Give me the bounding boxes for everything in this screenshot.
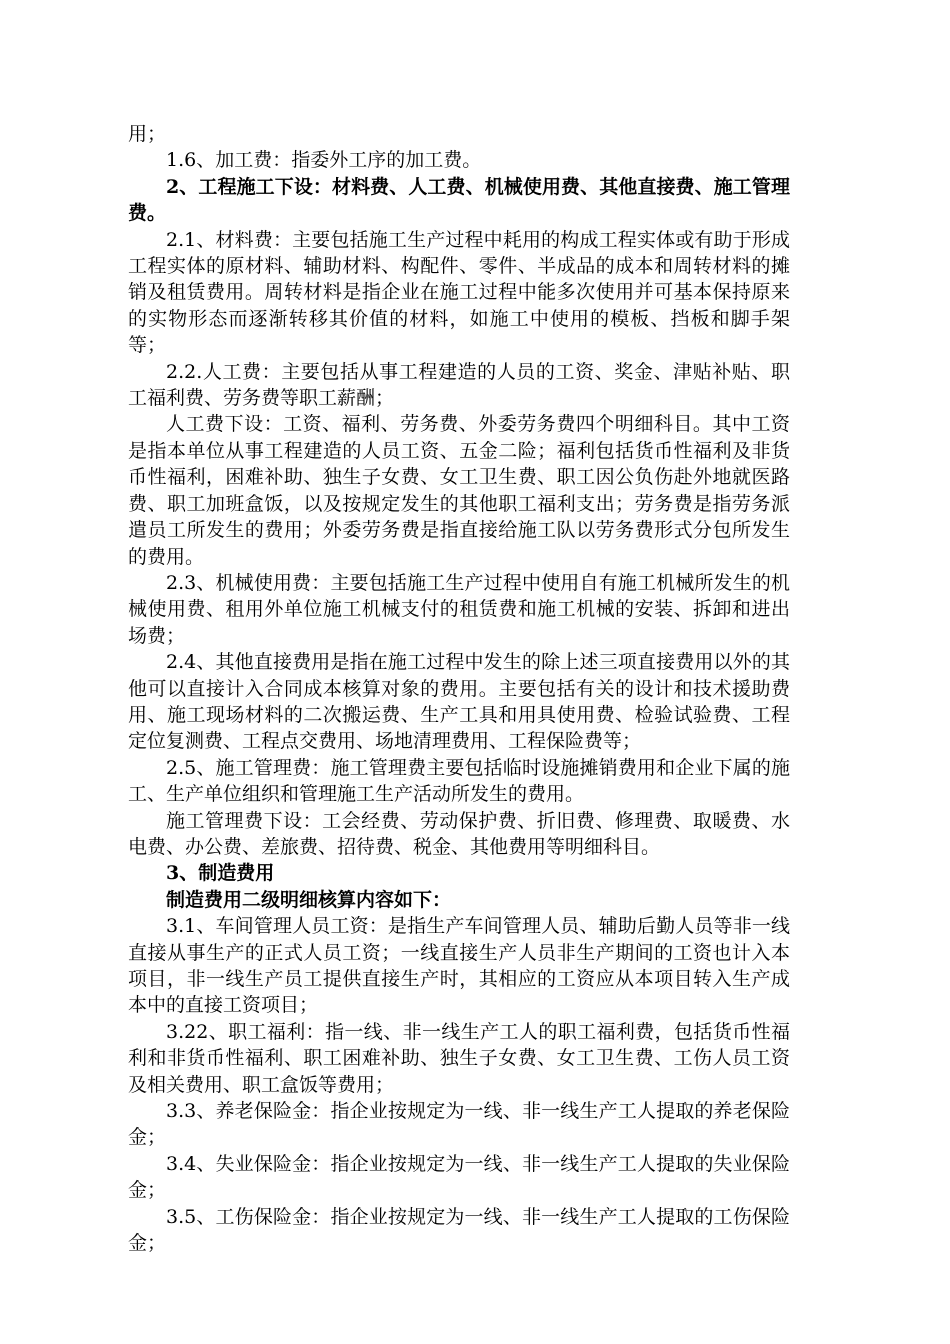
heading-2-text: 材料费、人工费、机械使用费、其他直接费、施工管理费。	[128, 175, 790, 225]
paragraph-3-3-pension-insurance: 3.3、养老保险金：指企业按规定为一线、非一线生产工人提取的养老保险金；	[128, 1100, 790, 1149]
paragraph-3-5-injury-insurance: 3.5、工伤保险金：指企业按规定为一线、非一线生产工人提取的工伤保险金；	[128, 1205, 790, 1255]
heading-2-prefix: 2、工程施工下设：	[166, 175, 332, 198]
heading-2-construction	[128, 174, 790, 227]
paragraph-2-4-other-direct-cost: 2.4、其他直接费用是指在施工过程中发生的除上述三项直接费用以外的其他可以直接计入合同成本核算对象的费用。主要包括有关的设计和技术援助费用、施工现场材料的二次搬运费、生产工具和用具使用费、检验试验费、工程定位复测费、工程点交费用、场地清理费用、工程保险费等；	[128, 651, 790, 753]
document-page	[128, 121, 790, 1256]
paragraph-3-1-workshop-wages: 3.1、车间管理人员工资：是指生产车间管理人员、辅助后勤人员等非一线直接从事生产的正式人员工资；一线直接生产人员非生产期间的工资也计入本项目，非一线生产员工提供直接生产时，其相应的工资应从本项目转入生产成本中的直接工资项目；	[128, 915, 790, 1017]
heading-manufacturing-details: 制造费用二级明细核算内容如下：	[166, 888, 452, 911]
paragraph-2-3-machinery-cost: 2.3、机械使用费：主要包括施工生产过程中使用自有施工机械所发生的机械使用费、租用外单位施工机械支付的租赁费和施工机械的安装、拆卸和进出场费；	[128, 571, 790, 647]
paragraph-continuation: 用；	[128, 123, 167, 145]
paragraph-2-1-material-cost: 2.1、材料费：主要包括施工生产过程中耗用的构成工程实体或有助于形成工程实体的原材料、辅助材料、构配件、零件、半成品的成本和周转材料的摊销及租赁费用。周转材料是指企业在施工过程中能多次使用并可基本保持原来的实物形态而逐渐转移其价值的材料，如施工中使用的模板、挡板和脚手架等；	[128, 228, 790, 357]
paragraph-3-22-employee-welfare: 3.22、职工福利：指一线、非一线生产工人的职工福利费，包括货币性福利和非货币性福利、职工困难补助、独生子女费、女工卫生费、工伤人员工资及相关费用、职工盒饭等费用；	[128, 1020, 790, 1096]
paragraph-labor-subitems: 人工费下设：工资、福利、劳务费、外委劳务费四个明细科目。其中工资是指本单位从事工程建造的人员工资、五金二险；福利包括货币性福利及非货币性福利，困难补助、独生子女费、女工卫生费、职工因公负伤赴外地就医路费、职工加班盒饭，以及按规定发生的其他职工福利支出；劳务费是指劳务派遣员工所发生的费用；外委劳务费是指直接给施工队以劳务费形式分包所发生的费用。	[128, 413, 790, 568]
paragraph-2-5-management-fee: 2.5、施工管理费：施工管理费主要包括临时设施摊销费用和企业下属的施工、生产单位组织和管理施工生产活动所发生的费用。	[128, 756, 790, 806]
paragraph-1-6-processing-fee: 1.6、加工费：指委外工序的加工费。	[166, 149, 482, 172]
paragraph-2-2-labor-cost: 2.2.人工费：主要包括从事工程建造的人员的工资、奖金、津贴补贴、职工福利费、劳务费等职工薪酬；	[128, 360, 790, 410]
heading-3-manufacturing-overhead: 3、制造费用	[166, 862, 275, 885]
paragraph-management-subitems: 施工管理费下设：工会经费、劳动保护费、折旧费、修理费、取暖费、水电费、办公费、差旅费、招待费、税金、其他费用等明细科目。	[128, 809, 790, 858]
paragraph-3-4-unemployment-insurance: 3.4、失业保险金：指企业按规定为一线、非一线生产工人提取的失业保险金；	[128, 1152, 790, 1202]
